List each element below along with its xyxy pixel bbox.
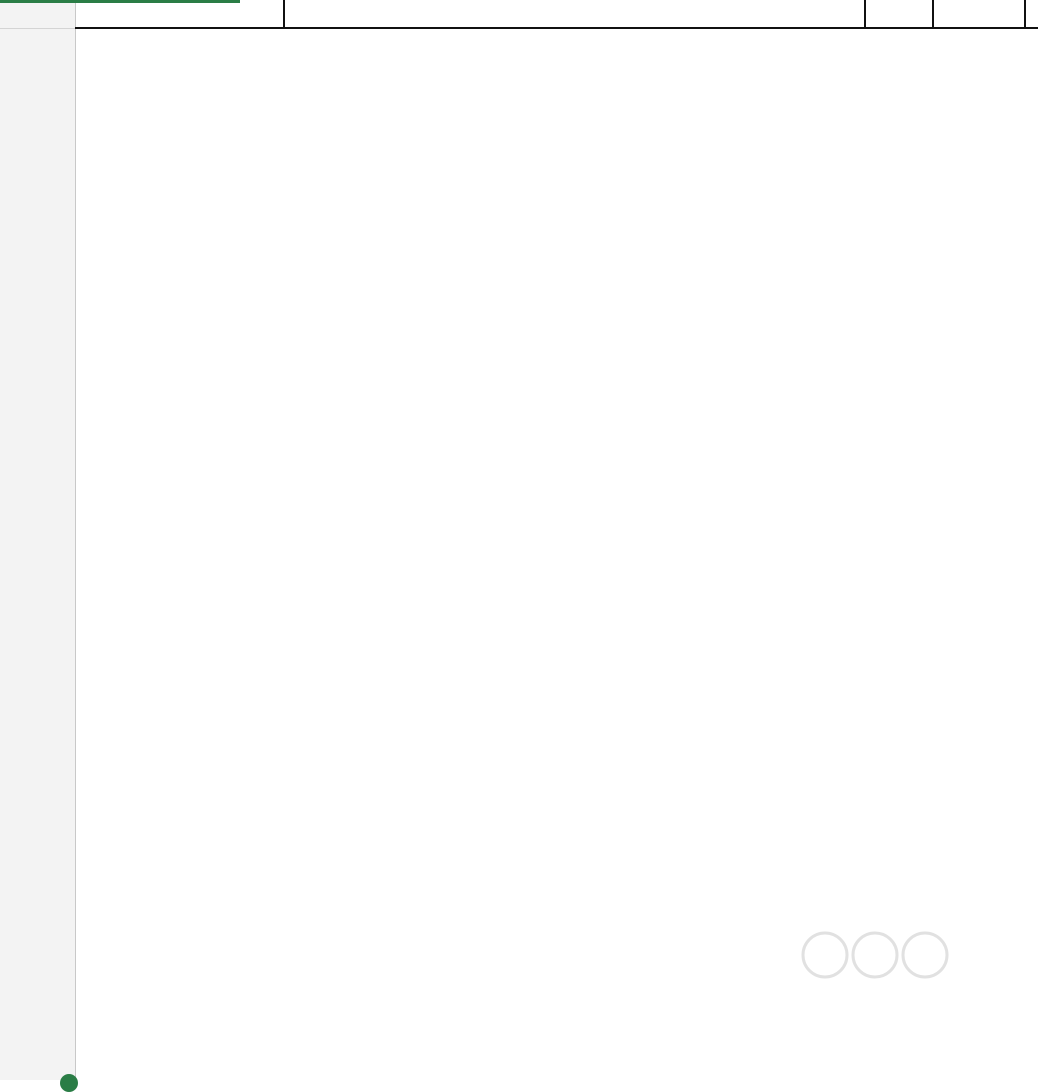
cell-number[interactable] [75, 0, 285, 29]
cell-qty[interactable] [934, 0, 1026, 29]
header-title[interactable] [285, 0, 866, 29]
cell-unit[interactable] [866, 0, 934, 29]
status-badge [60, 1074, 78, 1092]
row-header-column [0, 0, 76, 1080]
header-row [0, 0, 1038, 29]
watermark-logo [765, 925, 1025, 1065]
row-number[interactable] [0, 0, 75, 29]
tail-row [0, 1066, 1038, 1080]
cell-extra[interactable] [1026, 0, 1038, 29]
